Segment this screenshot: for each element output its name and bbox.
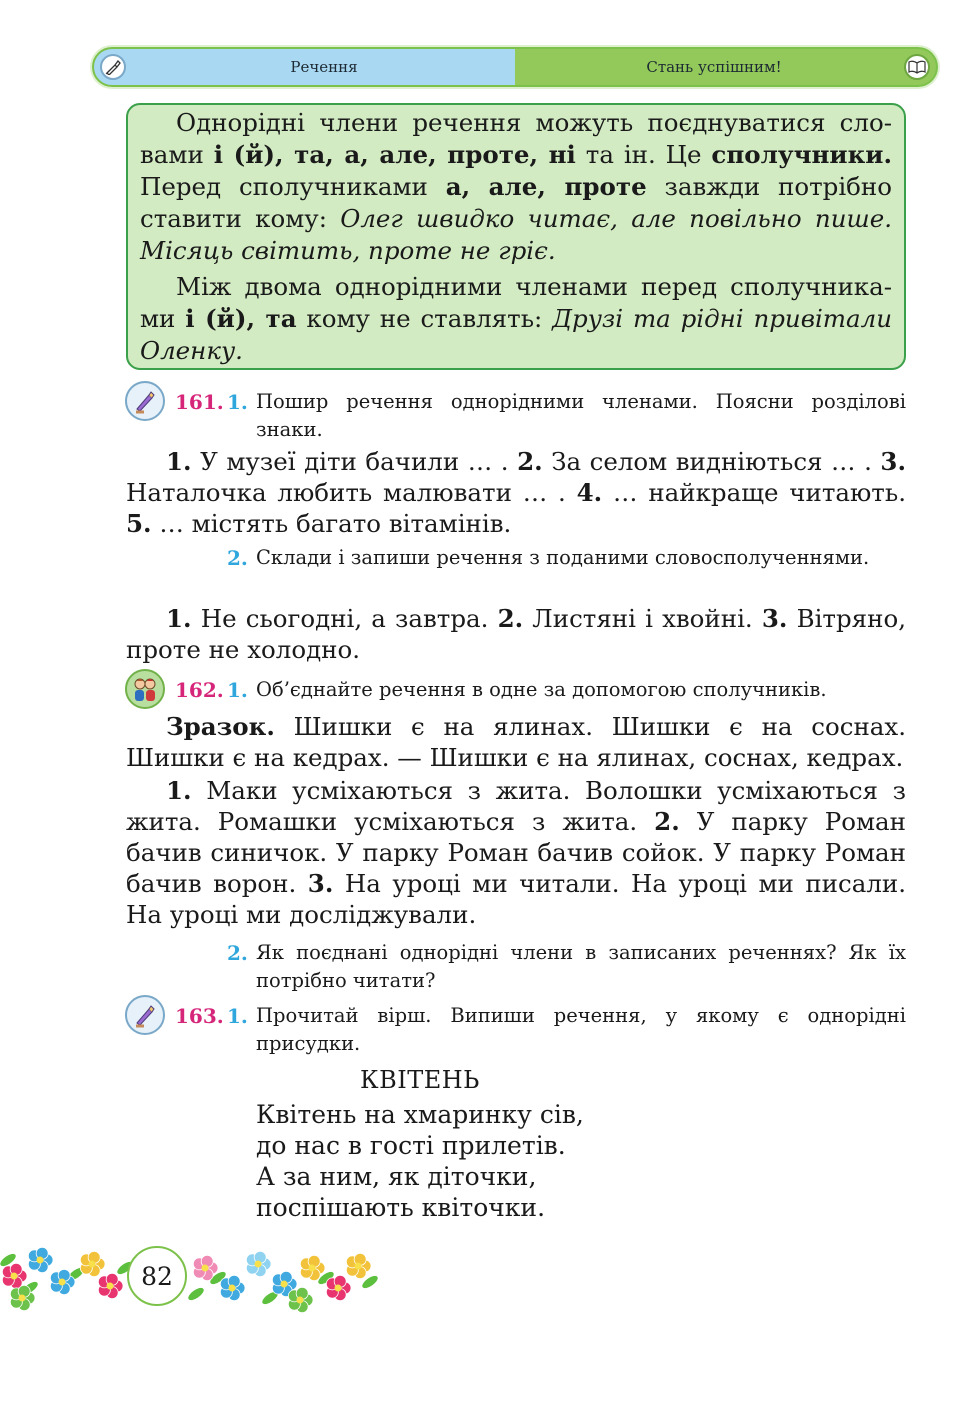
- task-number-163: 163.: [175, 1004, 224, 1028]
- text-run: На уроці ми читали. На уроці ми писали. На уроці ми досліджували.: [126, 869, 906, 929]
- flower-center-decoration: [255, 1261, 262, 1268]
- bold-text: 3.: [880, 447, 906, 476]
- page-header-bar: [92, 47, 938, 87]
- poem-line: поспішають квіточки.: [256, 1193, 546, 1222]
- task-162-example: [126, 711, 906, 773]
- text-run: Між двома однорідними членами перед сполучниками: [140, 272, 892, 333]
- task-161-instruction-2: Склади і запиши речення з поданими словосполученнями.: [256, 546, 870, 569]
- flower-center-decoration: [11, 1273, 18, 1280]
- text-run: У парку Роман бачив синичок. У парку Роман бачив сойок. У парку Роман бачив ворон.: [126, 807, 906, 898]
- bold-text: 4.: [576, 478, 603, 507]
- bold-text: а, але, проте: [445, 172, 647, 201]
- text-run: Наталочка любить малювати … .: [126, 478, 577, 507]
- flower-center-decoration: [335, 1285, 342, 1292]
- flower-center-decoration: [281, 1281, 288, 1288]
- two-kids-icon: [125, 669, 165, 709]
- task-number-161: 161.: [175, 390, 224, 414]
- bold-text: 2.: [517, 447, 543, 476]
- poem-line: до нас в гості прилетів.: [256, 1131, 566, 1160]
- text-run: Не сьогодні, а завтра.: [191, 604, 498, 633]
- italic-example: Олег швидко читає, але повільно пише. Місяць світить, проте не гріє.: [140, 204, 892, 265]
- task-161-subtask-1-number: 1.: [227, 390, 248, 414]
- bold-text: Зразок.: [166, 712, 275, 741]
- text-run: … містять багато вітамінів.: [151, 509, 512, 538]
- task-number-162: 162.: [175, 678, 224, 702]
- text-run: Маки усміхаються з жита. Волошки усміхаються з жита. Ромашки усміхаються з жита.: [126, 776, 906, 836]
- task-161-instruction-1: Пошир речення однорідними членами. Поясни розділові знаки.: [256, 390, 906, 441]
- bold-text: 2.: [497, 604, 524, 633]
- task-161-sentences: [126, 446, 906, 539]
- text-run: Вітряно, проте не холодно.: [126, 604, 906, 664]
- flower-center-decoration: [297, 1297, 304, 1304]
- section-heading: Стань успішним!: [646, 58, 782, 76]
- bold-text: сполучники.: [711, 140, 893, 169]
- text-run: Листяні і хвойні.: [523, 604, 762, 633]
- text-run: За селом видніються … .: [542, 447, 881, 476]
- pen-writing-icon: [125, 995, 165, 1035]
- rule-box: [126, 103, 906, 370]
- bold-text: і (й), та: [185, 304, 297, 333]
- flower-border-icon: [0, 1238, 380, 1314]
- flower-center-decoration: [309, 1265, 316, 1272]
- rule-paragraph-1: [140, 107, 892, 267]
- bold-text: 5.: [126, 509, 152, 538]
- page-number: [127, 1246, 187, 1306]
- task-161-word-combinations: [126, 603, 906, 665]
- poem-text: [256, 1099, 584, 1223]
- bold-text: 1.: [166, 447, 192, 476]
- italic-example: Друзі та рідні привітали Оленку.: [140, 304, 893, 365]
- bold-text: 2.: [654, 807, 680, 836]
- bold-text: і (й), та, а, але, проте, ні: [213, 140, 576, 169]
- section-title: Речення: [290, 58, 358, 76]
- rule-paragraph-2: [140, 271, 892, 367]
- task-162-instruction-1: Об’єднайте речення в одне за допомогою сполучників.: [256, 678, 827, 701]
- page-number-text: 82: [141, 1261, 173, 1291]
- task-161-combinations-text: [126, 603, 906, 665]
- text-run: У музеї діти бачили … .: [191, 447, 518, 476]
- flower-center-decoration: [37, 1257, 44, 1264]
- task-161-exercise-text: [126, 446, 906, 539]
- bold-text: 1.: [166, 604, 192, 633]
- text-run: Перед сполучниками: [140, 172, 446, 201]
- task-161-subtask-2-number: 2.: [227, 546, 248, 570]
- pen-writing-icon: [125, 381, 165, 421]
- flower-center-decoration: [229, 1285, 236, 1292]
- task-162-subtask-1-number: 1.: [227, 678, 248, 702]
- poem-line: Квітень на хмаринку сів,: [256, 1100, 584, 1129]
- poem-line: А за ним, як діточки,: [256, 1162, 537, 1191]
- flower-center-decoration: [355, 1263, 362, 1270]
- leaf-decoration: [186, 1286, 205, 1303]
- task-162-sentences: [126, 775, 906, 930]
- task-162-example-text: [126, 711, 906, 773]
- flower-center-decoration: [202, 1265, 209, 1272]
- text-run: … найкраще читають.: [602, 478, 906, 507]
- bold-text: 3.: [761, 604, 788, 633]
- flower-center-decoration: [107, 1283, 114, 1290]
- bold-text: 3.: [307, 869, 334, 898]
- open-book-icon: [904, 54, 930, 80]
- task-162-instruction-2: Як поєднані однорідні члени в записаних реченнях? Як їх потрібно читати?: [256, 941, 906, 992]
- text-run: та ін. Це: [575, 140, 712, 169]
- bold-text: 1.: [166, 776, 192, 805]
- task-162-subtask-2-number: 2.: [227, 941, 248, 965]
- flower-center-decoration: [19, 1295, 26, 1302]
- task-163-instruction-1: Прочитай вірш. Випиши речення, у якому є однорідні присудки.: [256, 1004, 906, 1055]
- flower-center-decoration: [89, 1261, 96, 1268]
- text-run: Шишки є на ялинах. Шишки є на соснах. Шишки є на кедрах. — Шишки є на ялинах, соснах, кедрах.: [126, 712, 906, 772]
- poem-title: КВІТЕНЬ: [360, 1066, 480, 1094]
- task-162-exercise-text: [126, 775, 906, 930]
- text-run: Однорідні члени речення можуть поєднуватися словами: [140, 108, 892, 169]
- text-run: завжди потрібно ставити кому:: [140, 172, 892, 233]
- flower-center-decoration: [59, 1279, 66, 1286]
- text-run: кому не ставлять:: [296, 304, 553, 333]
- task-163-subtask-1-number: 1.: [227, 1004, 248, 1028]
- pen-nib-icon: [100, 54, 126, 80]
